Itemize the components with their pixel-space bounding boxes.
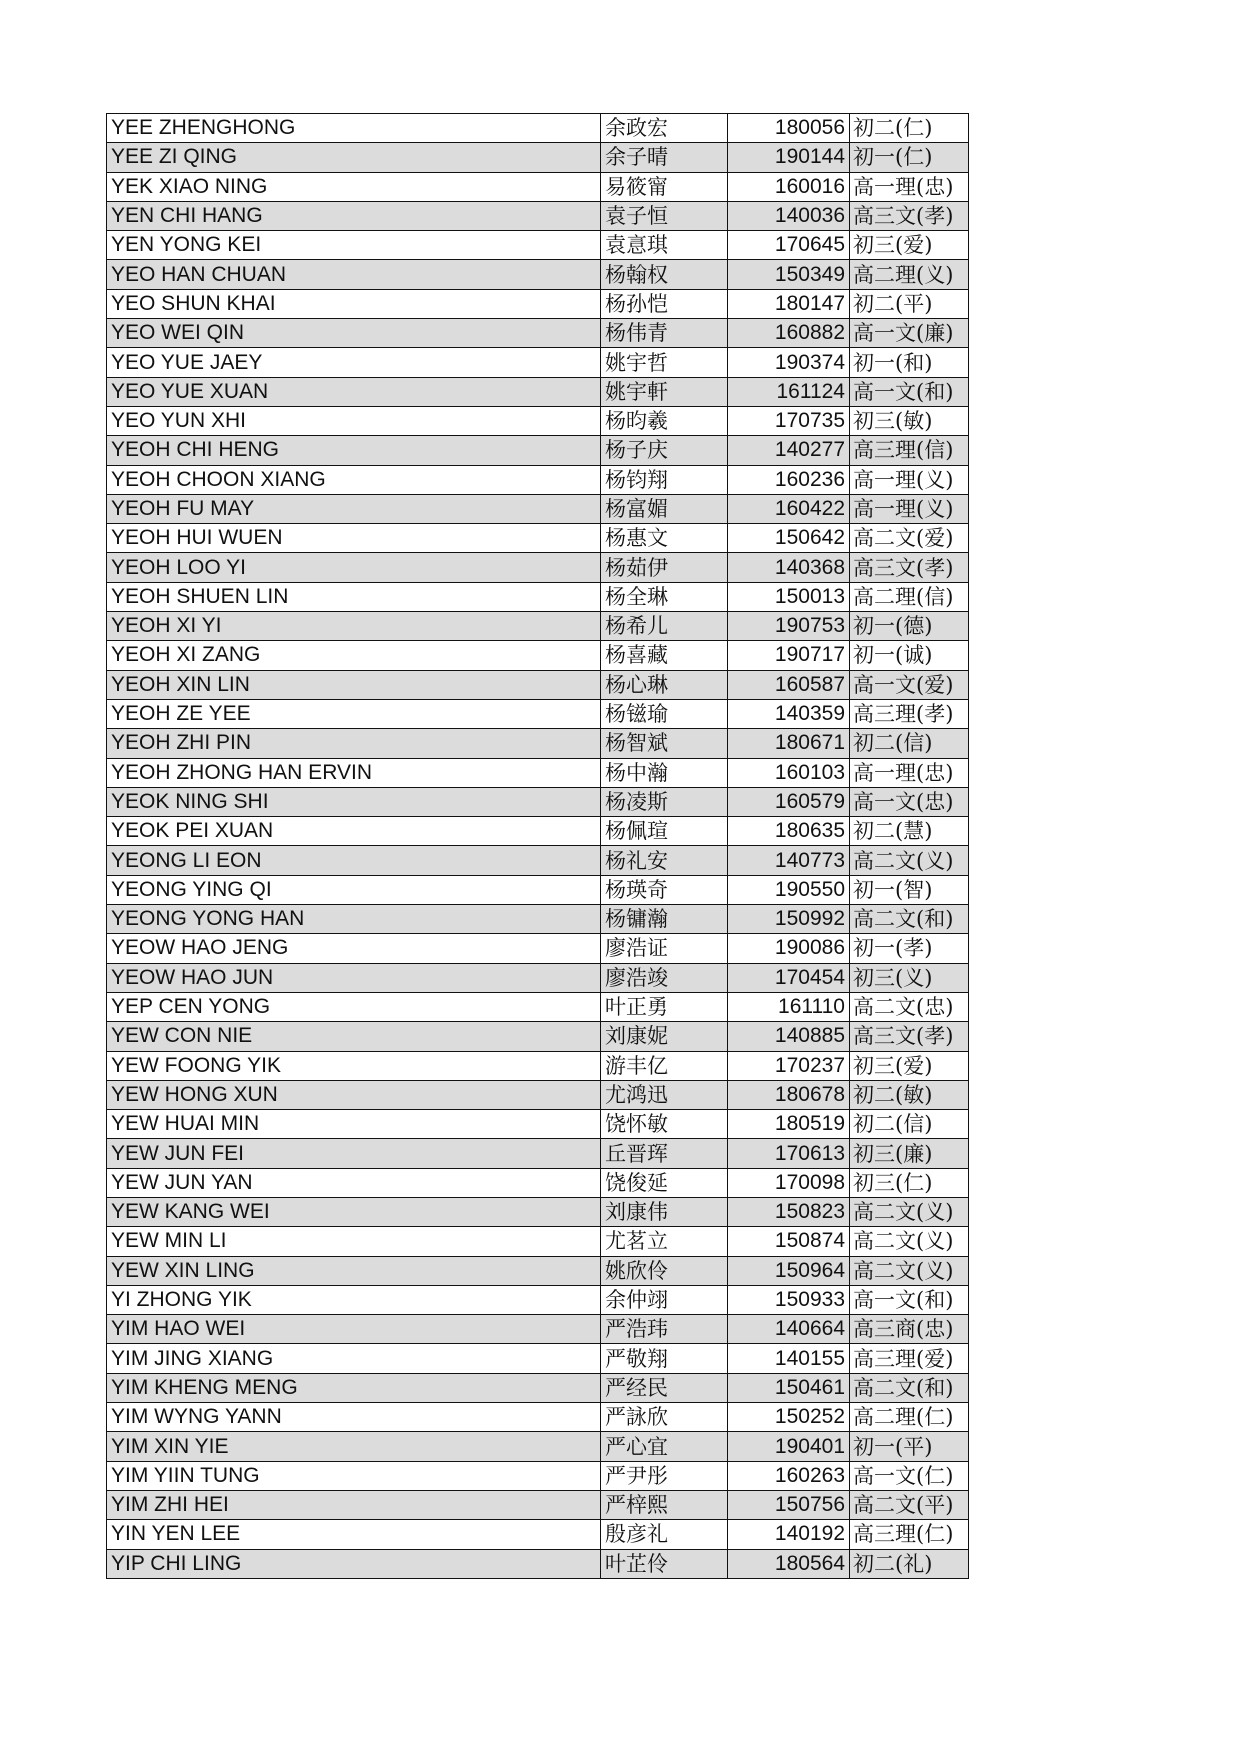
student-id-cell: 190550 (728, 875, 850, 904)
chinese-name-cell: 姚欣伶 (601, 1256, 728, 1285)
class-cell: 高三理(信) (850, 436, 969, 465)
student-id-cell: 170237 (728, 1051, 850, 1080)
roster-body (107, 114, 969, 1579)
class-cell: 高三文(孝) (850, 1022, 969, 1051)
class-cell: 初二(信) (850, 1110, 969, 1139)
student-id-cell: 160579 (728, 787, 850, 816)
student-id-cell: 190144 (728, 143, 850, 172)
table-row (107, 1022, 969, 1051)
english-name-cell: YEO YUN XHI (107, 406, 601, 435)
chinese-name-cell: 廖浩竣 (601, 963, 728, 992)
student-id-cell: 140036 (728, 201, 850, 230)
english-name-cell: YEN CHI HANG (107, 201, 601, 230)
english-name-cell: YEP CEN YONG (107, 992, 601, 1021)
english-name-cell: YEOH ZHONG HAN ERVIN (107, 758, 601, 787)
english-name-cell: YEOH LOO YI (107, 553, 601, 582)
class-cell: 高二文(忠) (850, 992, 969, 1021)
chinese-name-cell: 杨凌斯 (601, 787, 728, 816)
class-cell: 初二(仁) (850, 114, 969, 143)
student-id-cell: 161110 (728, 992, 850, 1021)
class-cell: 高一文(忠) (850, 787, 969, 816)
class-cell: 高二文(义) (850, 1256, 969, 1285)
student-id-cell: 170613 (728, 1139, 850, 1168)
chinese-name-cell: 殷彦礼 (601, 1520, 728, 1549)
chinese-name-cell: 杨心琳 (601, 670, 728, 699)
english-name-cell: YIM JING XIANG (107, 1344, 601, 1373)
chinese-name-cell: 杨孙恺 (601, 289, 728, 318)
student-id-cell: 150933 (728, 1285, 850, 1314)
table-row (107, 1549, 969, 1578)
english-name-cell: YEOH XI YI (107, 612, 601, 641)
english-name-cell: YIM KHENG MENG (107, 1373, 601, 1402)
table-row (107, 1110, 969, 1139)
class-cell: 初三(义) (850, 963, 969, 992)
english-name-cell: YEONG LI EON (107, 846, 601, 875)
student-id-cell: 170735 (728, 406, 850, 435)
student-id-cell: 180147 (728, 289, 850, 318)
english-name-cell: YEO SHUN KHAI (107, 289, 601, 318)
chinese-name-cell: 杨富媚 (601, 494, 728, 523)
chinese-name-cell: 饶怀敏 (601, 1110, 728, 1139)
chinese-name-cell: 叶芷伶 (601, 1549, 728, 1578)
english-name-cell: YEOH XI ZANG (107, 641, 601, 670)
class-cell: 初一(德) (850, 612, 969, 641)
student-id-cell: 150461 (728, 1373, 850, 1402)
english-name-cell: YEK XIAO NING (107, 172, 601, 201)
table-row (107, 348, 969, 377)
class-cell: 初三(仁) (850, 1168, 969, 1197)
student-id-cell: 160016 (728, 172, 850, 201)
table-row (107, 319, 969, 348)
english-name-cell: YEOH FU MAY (107, 494, 601, 523)
student-id-cell: 180635 (728, 817, 850, 846)
english-name-cell: YIP CHI LING (107, 1549, 601, 1578)
table-row (107, 1285, 969, 1314)
chinese-name-cell: 严浩玮 (601, 1315, 728, 1344)
table-row (107, 1432, 969, 1461)
student-id-cell: 161124 (728, 377, 850, 406)
table-row (107, 699, 969, 728)
class-cell: 高三文(孝) (850, 553, 969, 582)
class-cell: 高一理(义) (850, 465, 969, 494)
class-cell: 高三商(忠) (850, 1315, 969, 1344)
class-cell: 高二理(义) (850, 260, 969, 289)
student-id-cell: 190753 (728, 612, 850, 641)
student-id-cell: 170454 (728, 963, 850, 992)
english-name-cell: YEO HAN CHUAN (107, 260, 601, 289)
chinese-name-cell: 刘康妮 (601, 1022, 728, 1051)
chinese-name-cell: 余仲翊 (601, 1285, 728, 1314)
table-row (107, 289, 969, 318)
english-name-cell: YIM WYNG YANN (107, 1403, 601, 1432)
chinese-name-cell: 杨惠文 (601, 524, 728, 553)
english-name-cell: YEOW HAO JENG (107, 934, 601, 963)
table-row (107, 1315, 969, 1344)
table-row (107, 1373, 969, 1402)
student-id-cell: 150992 (728, 905, 850, 934)
table-row (107, 817, 969, 846)
chinese-name-cell: 杨礼安 (601, 846, 728, 875)
class-cell: 高二文(平) (850, 1490, 969, 1519)
student-id-cell: 180671 (728, 729, 850, 758)
class-cell: 初一(诚) (850, 641, 969, 670)
english-name-cell: YEO WEI QIN (107, 319, 601, 348)
chinese-name-cell: 严心宜 (601, 1432, 728, 1461)
chinese-name-cell: 严梓熙 (601, 1490, 728, 1519)
student-id-cell: 190717 (728, 641, 850, 670)
chinese-name-cell: 杨镛瀚 (601, 905, 728, 934)
table-row (107, 1461, 969, 1490)
table-row (107, 992, 969, 1021)
student-id-cell: 160103 (728, 758, 850, 787)
class-cell: 初三(敏) (850, 406, 969, 435)
table-row (107, 758, 969, 787)
class-cell: 初一(平) (850, 1432, 969, 1461)
table-row (107, 231, 969, 260)
student-id-cell: 140155 (728, 1344, 850, 1373)
table-row (107, 377, 969, 406)
english-name-cell: YEW FOONG YIK (107, 1051, 601, 1080)
class-cell: 高三理(孝) (850, 699, 969, 728)
table-row (107, 260, 969, 289)
table-row (107, 201, 969, 230)
english-name-cell: YEO YUE JAEY (107, 348, 601, 377)
english-name-cell: YIN YEN LEE (107, 1520, 601, 1549)
chinese-name-cell: 严尹彤 (601, 1461, 728, 1490)
student-id-cell: 140664 (728, 1315, 850, 1344)
class-cell: 高三文(孝) (850, 201, 969, 230)
student-id-cell: 160263 (728, 1461, 850, 1490)
student-id-cell: 160422 (728, 494, 850, 523)
english-name-cell: YEOK PEI XUAN (107, 817, 601, 846)
chinese-name-cell: 廖浩证 (601, 934, 728, 963)
student-id-cell: 150349 (728, 260, 850, 289)
class-cell: 高二文(义) (850, 1227, 969, 1256)
table-row (107, 612, 969, 641)
english-name-cell: YEW MIN LI (107, 1227, 601, 1256)
english-name-cell: YEW XIN LING (107, 1256, 601, 1285)
english-name-cell: YEN YONG KEI (107, 231, 601, 260)
student-id-cell: 150756 (728, 1490, 850, 1519)
chinese-name-cell: 姚宇軒 (601, 377, 728, 406)
class-cell: 高二理(仁) (850, 1403, 969, 1432)
chinese-name-cell: 杨智斌 (601, 729, 728, 758)
chinese-name-cell: 袁子恒 (601, 201, 728, 230)
class-cell: 初一(孝) (850, 934, 969, 963)
english-name-cell: YI ZHONG YIK (107, 1285, 601, 1314)
english-name-cell: YEW JUN YAN (107, 1168, 601, 1197)
chinese-name-cell: 杨伟青 (601, 319, 728, 348)
class-cell: 高一文(爱) (850, 670, 969, 699)
chinese-name-cell: 严詠欣 (601, 1403, 728, 1432)
english-name-cell: YEO YUE XUAN (107, 377, 601, 406)
student-id-cell: 190401 (728, 1432, 850, 1461)
english-name-cell: YIM ZHI HEI (107, 1490, 601, 1519)
class-cell: 高二文(义) (850, 1197, 969, 1226)
chinese-name-cell: 叶正勇 (601, 992, 728, 1021)
class-cell: 高一理(义) (850, 494, 969, 523)
student-id-cell: 140773 (728, 846, 850, 875)
class-cell: 高二理(信) (850, 582, 969, 611)
english-name-cell: YEOH CHOON XIANG (107, 465, 601, 494)
student-id-cell: 140885 (728, 1022, 850, 1051)
student-id-cell: 180519 (728, 1110, 850, 1139)
student-id-cell: 150823 (728, 1197, 850, 1226)
english-name-cell: YEOH SHUEN LIN (107, 582, 601, 611)
table-row (107, 846, 969, 875)
class-cell: 高一文(廉) (850, 319, 969, 348)
chinese-name-cell: 杨昀羲 (601, 406, 728, 435)
table-row (107, 1139, 969, 1168)
student-id-cell: 140359 (728, 699, 850, 728)
class-cell: 高二文(爱) (850, 524, 969, 553)
chinese-name-cell: 杨中瀚 (601, 758, 728, 787)
student-id-cell: 140192 (728, 1520, 850, 1549)
english-name-cell: YEOW HAO JUN (107, 963, 601, 992)
chinese-name-cell: 杨喜藏 (601, 641, 728, 670)
class-cell: 初三(廉) (850, 1139, 969, 1168)
chinese-name-cell: 杨希儿 (601, 612, 728, 641)
class-cell: 高三理(爱) (850, 1344, 969, 1373)
chinese-name-cell: 杨子庆 (601, 436, 728, 465)
table-row (107, 1227, 969, 1256)
student-id-cell: 140368 (728, 553, 850, 582)
chinese-name-cell: 杨全琳 (601, 582, 728, 611)
table-row (107, 641, 969, 670)
english-name-cell: YEE ZI QING (107, 143, 601, 172)
chinese-name-cell: 姚宇哲 (601, 348, 728, 377)
class-cell: 高一理(忠) (850, 172, 969, 201)
chinese-name-cell: 尤茗立 (601, 1227, 728, 1256)
english-name-cell: YEW JUN FEI (107, 1139, 601, 1168)
english-name-cell: YEW CON NIE (107, 1022, 601, 1051)
class-cell: 初三(爱) (850, 231, 969, 260)
class-cell: 高二文(义) (850, 846, 969, 875)
student-id-cell: 160587 (728, 670, 850, 699)
chinese-name-cell: 游丰亿 (601, 1051, 728, 1080)
table-row (107, 1520, 969, 1549)
english-name-cell: YEW HONG XUN (107, 1080, 601, 1109)
class-cell: 初二(平) (850, 289, 969, 318)
student-id-cell: 150964 (728, 1256, 850, 1285)
table-row (107, 582, 969, 611)
table-row (107, 934, 969, 963)
table-row (107, 143, 969, 172)
student-id-cell: 140277 (728, 436, 850, 465)
class-cell: 初一(和) (850, 348, 969, 377)
chinese-name-cell: 饶俊延 (601, 1168, 728, 1197)
english-name-cell: YEE ZHENGHONG (107, 114, 601, 143)
class-cell: 高一文(和) (850, 1285, 969, 1314)
class-cell: 高一文(和) (850, 377, 969, 406)
table-row (107, 1197, 969, 1226)
class-cell: 高三理(仁) (850, 1520, 969, 1549)
class-cell: 初二(信) (850, 729, 969, 758)
chinese-name-cell: 杨佩瑄 (601, 817, 728, 846)
class-cell: 高二文(和) (850, 905, 969, 934)
table-row (107, 670, 969, 699)
english-name-cell: YEOH ZE YEE (107, 699, 601, 728)
table-row (107, 406, 969, 435)
chinese-name-cell: 余政宏 (601, 114, 728, 143)
student-id-cell: 190086 (728, 934, 850, 963)
student-id-cell: 150252 (728, 1403, 850, 1432)
chinese-name-cell: 余子晴 (601, 143, 728, 172)
class-cell: 初一(仁) (850, 143, 969, 172)
table-row (107, 1051, 969, 1080)
english-name-cell: YEOH CHI HENG (107, 436, 601, 465)
english-name-cell: YEONG YING QI (107, 875, 601, 904)
student-id-cell: 170098 (728, 1168, 850, 1197)
chinese-name-cell: 严经民 (601, 1373, 728, 1402)
table-row (107, 172, 969, 201)
table-row (107, 729, 969, 758)
chinese-name-cell: 袁悥琪 (601, 231, 728, 260)
english-name-cell: YEOH HUI WUEN (107, 524, 601, 553)
table-row (107, 494, 969, 523)
student-roster-table (106, 113, 969, 1579)
student-id-cell: 150642 (728, 524, 850, 553)
table-row (107, 465, 969, 494)
english-name-cell: YIM YIIN TUNG (107, 1461, 601, 1490)
table-row (107, 1344, 969, 1373)
table-row (107, 1256, 969, 1285)
chinese-name-cell: 严敬翔 (601, 1344, 728, 1373)
student-id-cell: 180056 (728, 114, 850, 143)
english-name-cell: YIM XIN YIE (107, 1432, 601, 1461)
chinese-name-cell: 杨翰权 (601, 260, 728, 289)
english-name-cell: YEONG YONG HAN (107, 905, 601, 934)
student-id-cell: 150013 (728, 582, 850, 611)
student-id-cell: 190374 (728, 348, 850, 377)
student-id-cell: 180678 (728, 1080, 850, 1109)
chinese-name-cell: 尤鸿迅 (601, 1080, 728, 1109)
chinese-name-cell: 杨镃瑜 (601, 699, 728, 728)
english-name-cell: YEOH ZHI PIN (107, 729, 601, 758)
table-row (107, 114, 969, 143)
english-name-cell: YIM HAO WEI (107, 1315, 601, 1344)
student-id-cell: 160236 (728, 465, 850, 494)
chinese-name-cell: 刘康伟 (601, 1197, 728, 1226)
table-row (107, 787, 969, 816)
english-name-cell: YEOH XIN LIN (107, 670, 601, 699)
class-cell: 初二(慧) (850, 817, 969, 846)
english-name-cell: YEOK NING SHI (107, 787, 601, 816)
class-cell: 初二(礼) (850, 1549, 969, 1578)
student-id-cell: 170645 (728, 231, 850, 260)
table-row (107, 1080, 969, 1109)
table-row (107, 553, 969, 582)
student-id-cell: 150874 (728, 1227, 850, 1256)
chinese-name-cell: 杨瑛奇 (601, 875, 728, 904)
class-cell: 高一文(仁) (850, 1461, 969, 1490)
chinese-name-cell: 丘晋珲 (601, 1139, 728, 1168)
english-name-cell: YEW KANG WEI (107, 1197, 601, 1226)
class-cell: 初一(智) (850, 875, 969, 904)
student-id-cell: 180564 (728, 1549, 850, 1578)
class-cell: 初三(爱) (850, 1051, 969, 1080)
table-row (107, 1490, 969, 1519)
table-row (107, 1168, 969, 1197)
class-cell: 高一理(忠) (850, 758, 969, 787)
chinese-name-cell: 易筱甯 (601, 172, 728, 201)
table-row (107, 875, 969, 904)
class-cell: 初二(敏) (850, 1080, 969, 1109)
table-row (107, 905, 969, 934)
student-id-cell: 160882 (728, 319, 850, 348)
table-row (107, 963, 969, 992)
class-cell: 高二文(和) (850, 1373, 969, 1402)
table-row (107, 436, 969, 465)
table-row (107, 1403, 969, 1432)
english-name-cell: YEW HUAI MIN (107, 1110, 601, 1139)
chinese-name-cell: 杨钧翔 (601, 465, 728, 494)
table-row (107, 524, 969, 553)
chinese-name-cell: 杨茹伊 (601, 553, 728, 582)
